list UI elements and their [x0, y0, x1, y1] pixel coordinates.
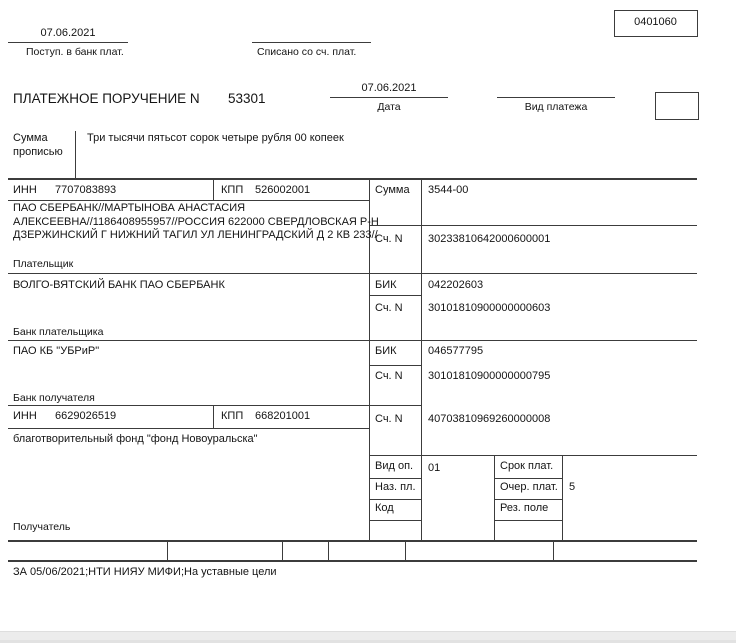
- rez-line: [494, 520, 562, 521]
- payer-name-line-1: ПАО СБЕРБАНК//МАРТЫНОВА АНАСТАСИЯ: [13, 202, 246, 214]
- payee-inn-kpp-divider: [213, 405, 214, 429]
- payer-bank-label: Банк плательщика: [13, 326, 104, 338]
- document-title: ПЛАТЕЖНОЕ ПОРУЧЕНИЕ N: [13, 91, 200, 106]
- payer-bank-row-line: [8, 340, 697, 341]
- received-date: 07.06.2021: [40, 27, 96, 39]
- payer-bank-name: ВОЛГО-ВЯТСКИЙ БАНК ПАО СБЕРБАНК: [13, 279, 225, 291]
- ocher-plat-value: 5: [569, 481, 576, 493]
- payee-label: Получатель: [13, 521, 71, 533]
- payer-account-label: Сч. N: [375, 233, 403, 245]
- kod-label: Код: [375, 502, 394, 514]
- date-line: [330, 97, 448, 98]
- sum-row-line: [369, 225, 697, 226]
- payer-bank-bik-label: БИК: [375, 279, 397, 291]
- payee-account-value: 40703810969260000008: [428, 413, 551, 425]
- srok-line: [494, 478, 562, 479]
- amount-words: Три тысячи пятьсот сорок четыре рубля 00 копеек: [87, 132, 344, 144]
- fields-row-divider-3: [328, 540, 329, 560]
- srok-plat-label: Срок плат.: [500, 460, 554, 472]
- document-date: 07.06.2021: [361, 82, 417, 94]
- payer-bank-bik-value: 042202603: [428, 279, 484, 291]
- payee-bank-account-label: Сч. N: [375, 370, 403, 382]
- payee-kpp-value: 668201001: [255, 410, 311, 422]
- payee-bank-row-line: [8, 405, 421, 406]
- payer-bank-account-label: Сч. N: [375, 302, 403, 314]
- amount-words-label: Сумма прописью: [13, 132, 63, 158]
- payer-row-line: [8, 273, 697, 274]
- payee-bank-label: Банк получателя: [13, 392, 95, 404]
- payee-bank-account-value: 30101810900000000795: [428, 370, 551, 382]
- label-column-divider: [421, 178, 422, 540]
- payment-type-label: Вид платежа: [524, 101, 588, 113]
- sum-value: 3544-00: [428, 184, 469, 196]
- payer-account-value: 30233810642000600001: [428, 233, 551, 245]
- payer-bank-bik-line: [369, 295, 421, 296]
- payee-kpp-label: КПП: [221, 410, 244, 422]
- payer-label: Плательщик: [13, 258, 74, 270]
- ocher-plat-label: Очер. плат.: [500, 481, 558, 493]
- rez-pole-label: Рез. поле: [500, 502, 549, 514]
- fields-row-divider-5: [553, 540, 554, 560]
- debited-line: [252, 42, 371, 43]
- payer-inn-kpp-divider: [213, 178, 214, 201]
- payee-bank-bik-value: 046577795: [428, 345, 484, 357]
- payer-inn-label: ИНН: [13, 184, 37, 196]
- table-top-line: [8, 178, 697, 180]
- payee-bottom-line: [8, 540, 697, 542]
- vid-op-value: 01: [428, 462, 441, 474]
- naz-pl-label: Наз. пл.: [375, 481, 416, 493]
- date-label: Дата: [377, 101, 401, 113]
- payment-type-line: [497, 97, 615, 98]
- payment-type-box: [655, 92, 699, 120]
- payee-bank-bik-line: [369, 365, 421, 366]
- payer-name-line-2: АЛЕКСЕЕВНА//1186408955957//РОССИЯ 622000 СВЕРДЛОВСКАЯ Р-Н: [13, 215, 379, 228]
- amount-words-divider: [75, 131, 76, 178]
- payer-kpp-label: КПП: [221, 184, 244, 196]
- document-number: 53301: [228, 91, 266, 106]
- payee-bank-name: ПАО КБ "УБРиР": [13, 345, 100, 357]
- vid-op-line: [369, 478, 421, 479]
- payer-bank-account-value: 30101810900000000603: [428, 302, 551, 314]
- details-value-divider: [494, 455, 495, 540]
- payee-inn-label: ИНН: [13, 410, 37, 422]
- form-code-box: [614, 10, 698, 37]
- received-label: Поступ. в банк плат.: [26, 46, 124, 58]
- payee-bank-bik-label: БИК: [375, 345, 397, 357]
- payee-account-label: Сч. N: [375, 413, 403, 425]
- payer-inn-value: 7707083893: [55, 184, 117, 196]
- payee-name: благотворительный фонд "фонд Новоуральска": [13, 433, 258, 445]
- form-code: 0401060: [634, 16, 677, 28]
- fields-row-divider-1: [167, 540, 168, 560]
- payee-inn-value: 6629026519: [55, 410, 117, 422]
- payer-name-line-3: ДЗЕРЖИНСКИЙ Г НИЖНИЙ ТАГИЛ УЛ ЛЕНИНГРАДСКИЙ Д 2 КВ 233//: [13, 229, 378, 241]
- fields-row-divider-2: [282, 540, 283, 560]
- fields-row-divider-4: [405, 540, 406, 560]
- window-bottom-strip: [0, 631, 736, 643]
- naz-pl-line: [369, 499, 421, 500]
- debited-label: Списано со сч. плат.: [257, 46, 357, 58]
- payer-name: [13, 202, 379, 243]
- sum-label: Сумма: [375, 184, 410, 196]
- received-date-line: [8, 42, 128, 43]
- payee-inn-row-line: [8, 428, 369, 429]
- details-top-line: [369, 455, 697, 456]
- details-label2-divider: [562, 455, 563, 540]
- vid-op-label: Вид оп.: [375, 460, 414, 472]
- payment-purpose: ЗА 05/06/2021;НТИ НИЯУ МИФИ;На уставные цели: [13, 566, 277, 578]
- payer-kpp-value: 526002001: [255, 184, 311, 196]
- fields-row-bottom-line: [8, 560, 697, 562]
- kod-line: [369, 520, 421, 521]
- ocher-line: [494, 499, 562, 500]
